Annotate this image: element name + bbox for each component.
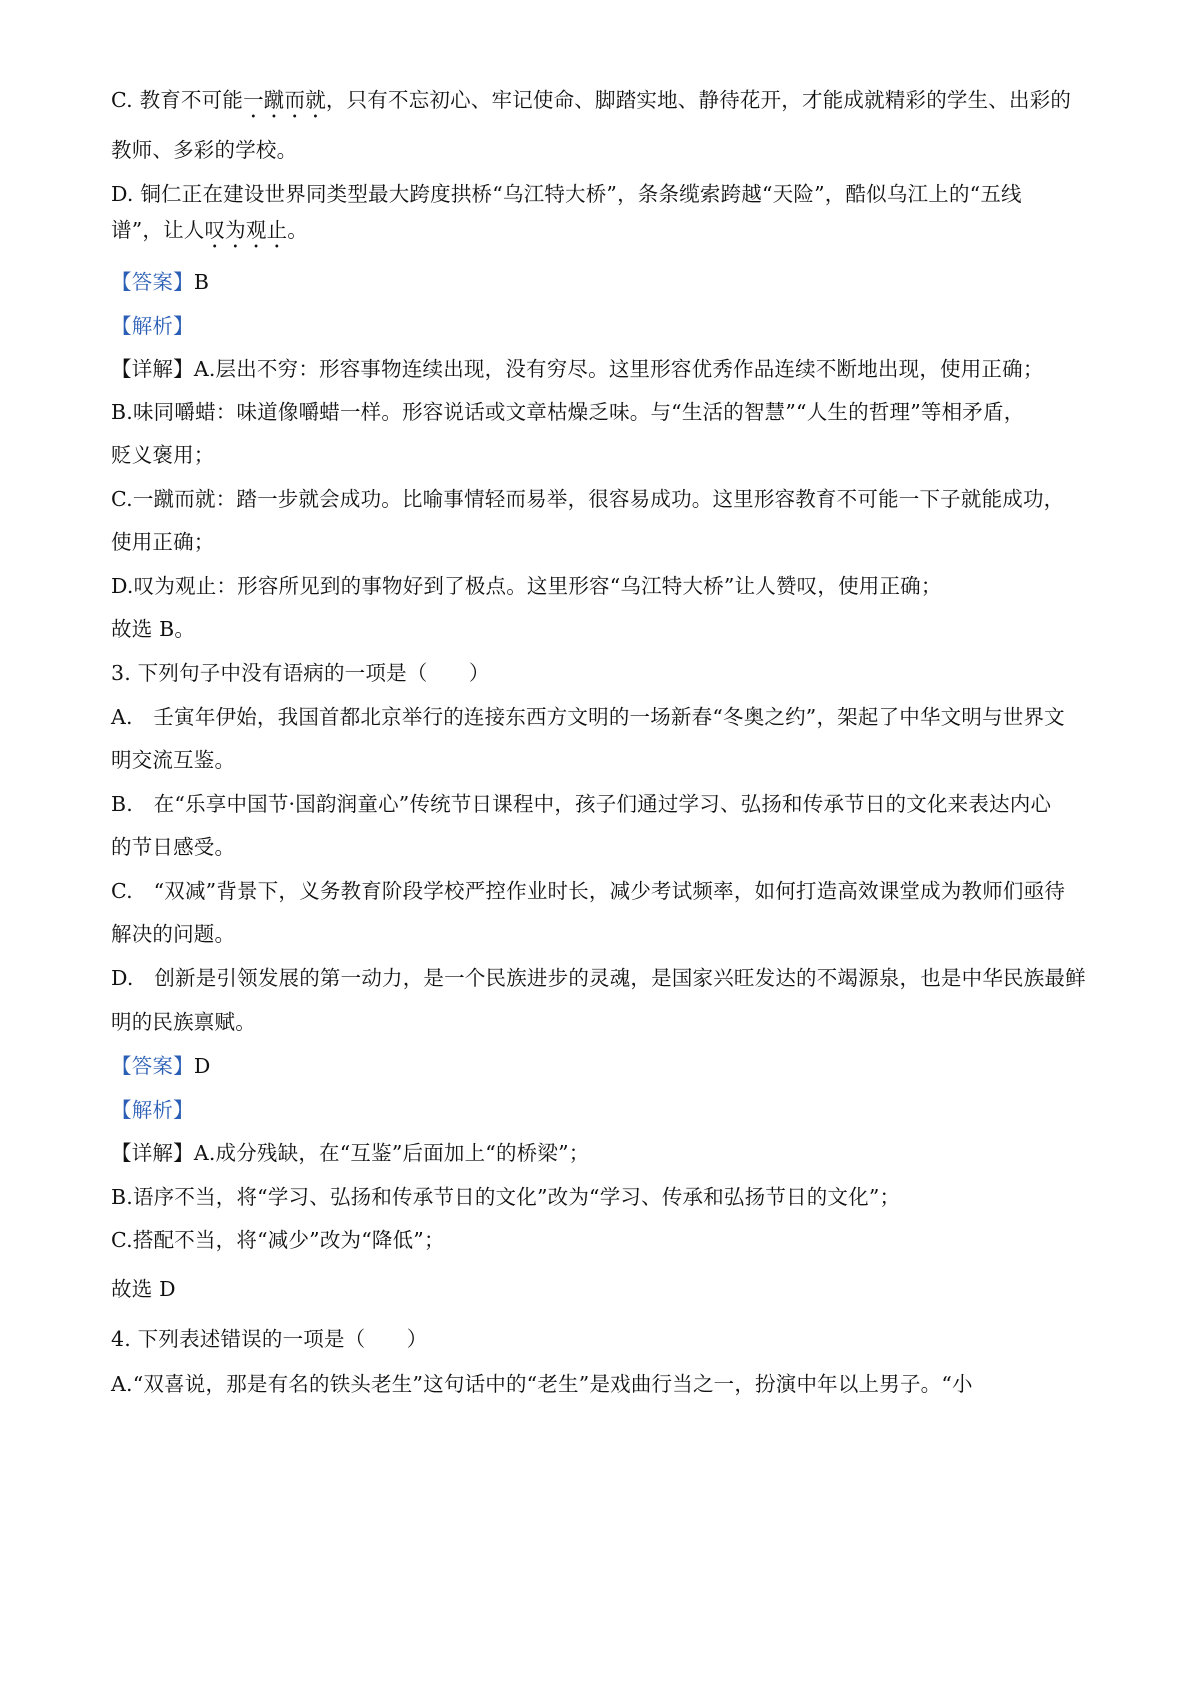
q3-detail-a-text: A.成分残缺，在“互鉴”后面加上“的桥梁”； [193,1141,590,1165]
q2-option-d-line2 [111,216,1101,253]
q2-detail-c-line2: 使用正确； [111,530,215,554]
q3-answer-value: D [193,1054,211,1078]
q3-option-a-line1: A. 壬寅年伊始，我国首都北京举行的连接东西方文明的一场新春“冬奥之约”，架起了中华文明与世界文 [111,705,1065,729]
q3-detail-c: C.搭配不当，将“减少”改为“降低”； [111,1228,445,1252]
q3-detail-b: B.语序不当，将“学习、弘扬和传承节日的文化”改为“学习、传承和弘扬节日的文化”； [111,1185,901,1209]
q2-option-d-emphasized-idiom: 叹为观止 [204,218,288,242]
q2-answer [111,268,1101,296]
q2-option-c-prefix: C. 教育不可能 [111,88,244,112]
q2-detail-tag: 【详解】 [111,357,194,381]
q3-answer [111,1052,1101,1080]
q3-option-b-line1: B. 在“乐享中国节·国韵润童心”传统节日课程中，孩子们通过学习、弘扬和传承节日的文化来表达内心 [111,792,1052,816]
q3-analysis-tag [111,1096,1101,1124]
q3-option-b-line2: 的节日感受。 [111,835,236,859]
q2-analysis-label: 【解析】 [111,314,194,338]
q3-analysis-label: 【解析】 [111,1098,194,1122]
q3-option-a-line2: 明交流互鉴。 [111,748,236,772]
q3-option-d-line2: 明的民族禀赋。 [111,1010,256,1034]
q2-answer-value: B [193,270,210,294]
q3-detail-a [111,1139,1101,1167]
q2-detail-a [111,355,1101,383]
q2-option-c-suffix: ，只有不忘初心、牢记使命、脚踏实地、静待花开，才能成就精彩的学生、出彩的 [325,88,1072,112]
q4-stem: 4. 下列表述错误的一项是（ ） [111,1327,428,1351]
q3-stem: 3. 下列句子中没有语病的一项是（ ） [111,661,490,685]
q2-detail-b-line2: 贬义褒用； [111,443,215,467]
q2-detail-b-line1: B.味同嚼蜡：味道像嚼蜡一样。形容说话或文章枯燥乏味。与“生活的智慧”“人生的哲理”等相矛盾， [111,400,1025,424]
q2-detail-c-line1: C.一蹴而就：踏一步就会成功。比喻事情轻而易举，很容易成功。这里形容教育不可能一下子就能成功， [111,487,1065,511]
q4-option-a-line1: A.“双喜说，那是有名的铁头老生”这句话中的“老生”是戏曲行当之一，扮演中年以上男子。“小 [111,1372,973,1396]
q3-conclusion: 故选 D [111,1277,176,1301]
q3-option-c-line1: C. “双减”背景下，义务教育阶段学校严控作业时长，减少考试频率，如何打造高效课堂成为教师们亟待 [111,879,1066,903]
q3-detail-tag: 【详解】 [111,1141,194,1165]
q2-option-d-suffix: 。 [287,218,308,242]
q2-answer-tag: 【答案】 [111,270,194,294]
q2-option-c-line2: 教师、多彩的学校。 [111,138,298,162]
q3-option-d-line1: D. 创新是引领发展的第一动力，是一个民族进步的灵魂，是国家兴旺发达的不竭源泉，也是中华民族最鲜 [111,966,1086,990]
q2-conclusion: 故选 B。 [111,617,196,641]
q2-analysis-tag [111,312,1101,340]
q2-option-d-line1: D. 铜仁正在建设世界同类型最大跨度拱桥“乌江特大桥”，条条缆索跨越“天险”，酷似乌江上的“五线 [111,182,1022,206]
q2-detail-a-text: A.层出不穷：形容事物连续出现，没有穷尽。这里形容优秀作品连续不断地出现，使用正确； [193,357,1044,381]
q2-option-c-emphasized-idiom: 一蹴而就 [243,88,326,112]
q3-option-c-line2: 解决的问题。 [111,922,236,946]
q3-answer-tag: 【答案】 [111,1054,194,1078]
q2-option-d-prefix: 谱”，让人 [111,218,205,242]
q2-option-c-line1 [111,86,1101,123]
q2-detail-d: D.叹为观止：形容所见到的事物好到了极点。这里形容“乌江特大桥”让人赞叹，使用正确； [111,574,942,598]
